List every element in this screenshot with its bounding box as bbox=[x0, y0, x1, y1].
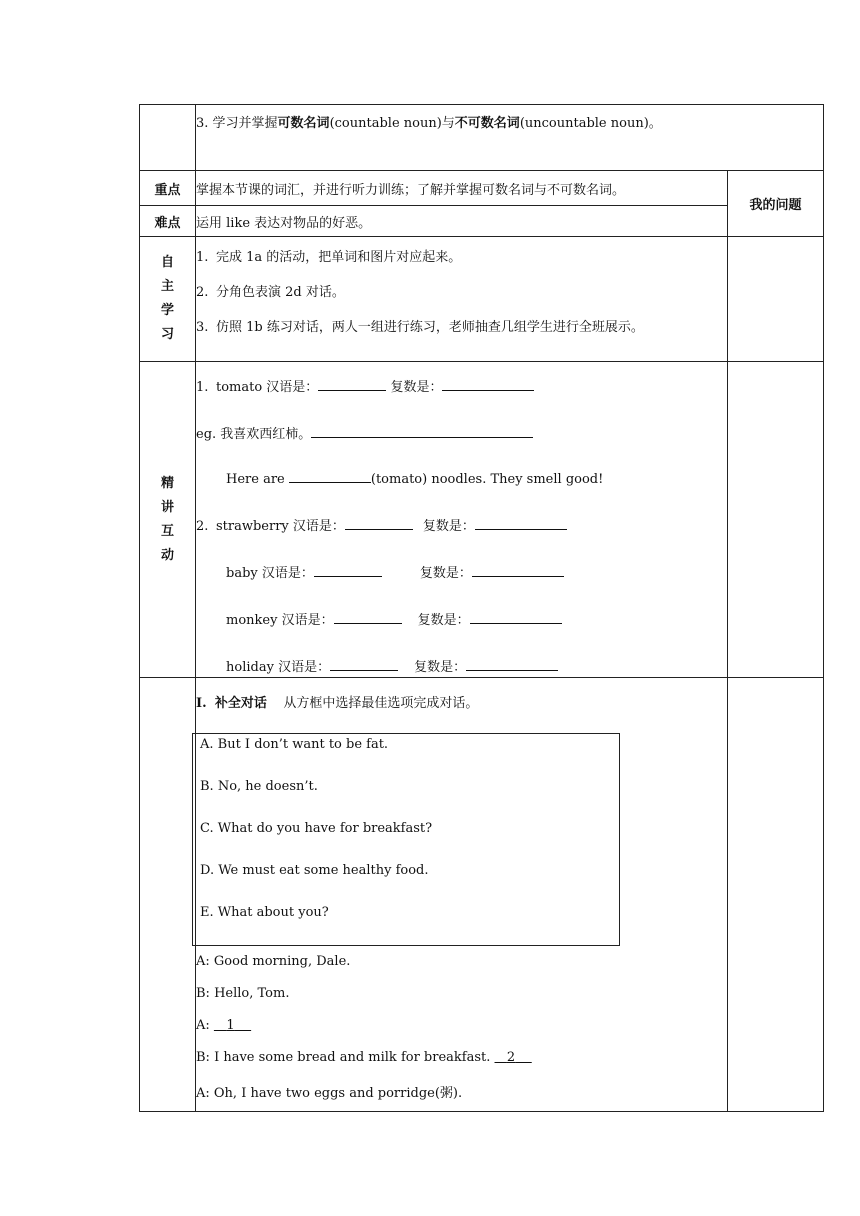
answer-blank[interactable] bbox=[475, 517, 567, 530]
q1-tomato: 1. tomato 汉语是： 复数是： bbox=[196, 376, 727, 395]
self-study-item: 3. 仿照 1b 练习对话，两人一组进行练习，老师抽查几组学生进行全班展示。 bbox=[196, 320, 644, 335]
difficult-point-text bbox=[196, 206, 728, 237]
key-point-label: 重点 bbox=[140, 171, 196, 206]
exercise-label-empty bbox=[140, 678, 196, 1112]
key-point-text bbox=[196, 171, 728, 206]
exercise-content bbox=[196, 678, 728, 1112]
option-item: D. We must eat some healthy food. bbox=[200, 863, 429, 878]
objective3-mid: (countable noun)与 bbox=[329, 116, 455, 131]
self-study-char: 学 bbox=[160, 303, 174, 318]
interactive-questions bbox=[728, 362, 824, 678]
answer-blank[interactable] bbox=[318, 378, 386, 391]
objective-cell bbox=[196, 105, 824, 171]
self-study-content bbox=[196, 237, 728, 362]
answer-blank[interactable] bbox=[442, 378, 534, 391]
answer-blank[interactable] bbox=[345, 517, 413, 530]
q2-baby: baby 汉语是： 复数是： bbox=[226, 562, 727, 581]
label-cell-empty bbox=[140, 105, 196, 171]
answer-blank[interactable] bbox=[470, 611, 562, 624]
exercise-questions bbox=[728, 678, 824, 1112]
answer-blank[interactable] bbox=[314, 564, 382, 577]
interactive-label bbox=[140, 362, 196, 678]
difficult-point-content: 运用 like 表达对物品的好恶。 bbox=[196, 215, 372, 231]
difficult-point-label: 难点 bbox=[140, 206, 196, 237]
blank-number[interactable]: 1 bbox=[226, 1018, 235, 1033]
exercise-heading: I. 补全对话 从方框中选择最佳选项完成对话。 bbox=[196, 696, 479, 711]
self-study-item: 1. 完成 1a 的活动，把单词和图片对应起来。 bbox=[196, 250, 462, 265]
interactive-char: 互 bbox=[160, 523, 174, 539]
answer-blank[interactable] bbox=[334, 611, 402, 624]
key-point-content: 掌握本节课的词汇，并进行听力训练；了解并掌握可数名词与不可数名词。 bbox=[196, 182, 626, 198]
study-plan-table bbox=[139, 104, 824, 1112]
dialog-line: B: I have some bread and milk for breakfast. 2 bbox=[196, 1050, 727, 1065]
self-study-char: 自 bbox=[160, 255, 174, 270]
self-study-char: 主 bbox=[160, 279, 174, 294]
interactive-content bbox=[196, 362, 728, 678]
interactive-char: 精 bbox=[160, 475, 174, 491]
options-box bbox=[192, 733, 620, 946]
here-are-line: Here are (tomato) noodles. They smell good! bbox=[226, 472, 604, 487]
self-study-item: 2. 分角色表演 2d 对话。 bbox=[196, 285, 345, 300]
self-study-label bbox=[140, 237, 196, 362]
dialog-line: B: Hello, Tom. bbox=[196, 986, 290, 1001]
dialog-line: A: 1 bbox=[196, 1018, 727, 1033]
answer-blank[interactable] bbox=[472, 564, 564, 577]
answer-blank[interactable] bbox=[330, 658, 398, 671]
countable-noun-zh: 可数名词 bbox=[277, 116, 330, 131]
q2-strawberry: 2. strawberry 汉语是： 复数是： bbox=[196, 515, 727, 534]
blank-number[interactable]: 2 bbox=[506, 1050, 516, 1065]
answer-blank[interactable] bbox=[289, 470, 371, 483]
objective3-end: (uncountable noun)。 bbox=[519, 116, 662, 131]
answer-blank[interactable] bbox=[466, 658, 558, 671]
option-item: E. What about you? bbox=[200, 905, 329, 920]
option-item: C. What do you have for breakfast? bbox=[200, 821, 433, 836]
self-study-questions bbox=[728, 237, 824, 362]
dialog-line: A: Oh, I have two eggs and porridge(粥). bbox=[196, 1086, 463, 1101]
objective3-prefix: 3. 学习并掌握 bbox=[196, 116, 278, 131]
option-item: B. No, he doesn’t. bbox=[200, 779, 318, 794]
objective-3 bbox=[196, 112, 823, 131]
answer-blank[interactable] bbox=[311, 425, 533, 438]
eg-line: eg. 我喜欢西红柿。 bbox=[196, 423, 727, 442]
self-study-char: 习 bbox=[160, 327, 174, 342]
interactive-char: 动 bbox=[160, 547, 174, 563]
uncountable-noun-zh: 不可数名词 bbox=[454, 116, 520, 131]
interactive-char: 讲 bbox=[160, 499, 174, 515]
option-item: A. But I don’t want to be fat. bbox=[200, 737, 389, 752]
dialog-line: A: Good morning, Dale. bbox=[196, 954, 351, 969]
q2-holiday: holiday 汉语是： 复数是： bbox=[226, 656, 727, 675]
my-questions-label: 我的问题 bbox=[728, 171, 824, 237]
q2-monkey: monkey 汉语是： 复数是： bbox=[226, 609, 727, 628]
